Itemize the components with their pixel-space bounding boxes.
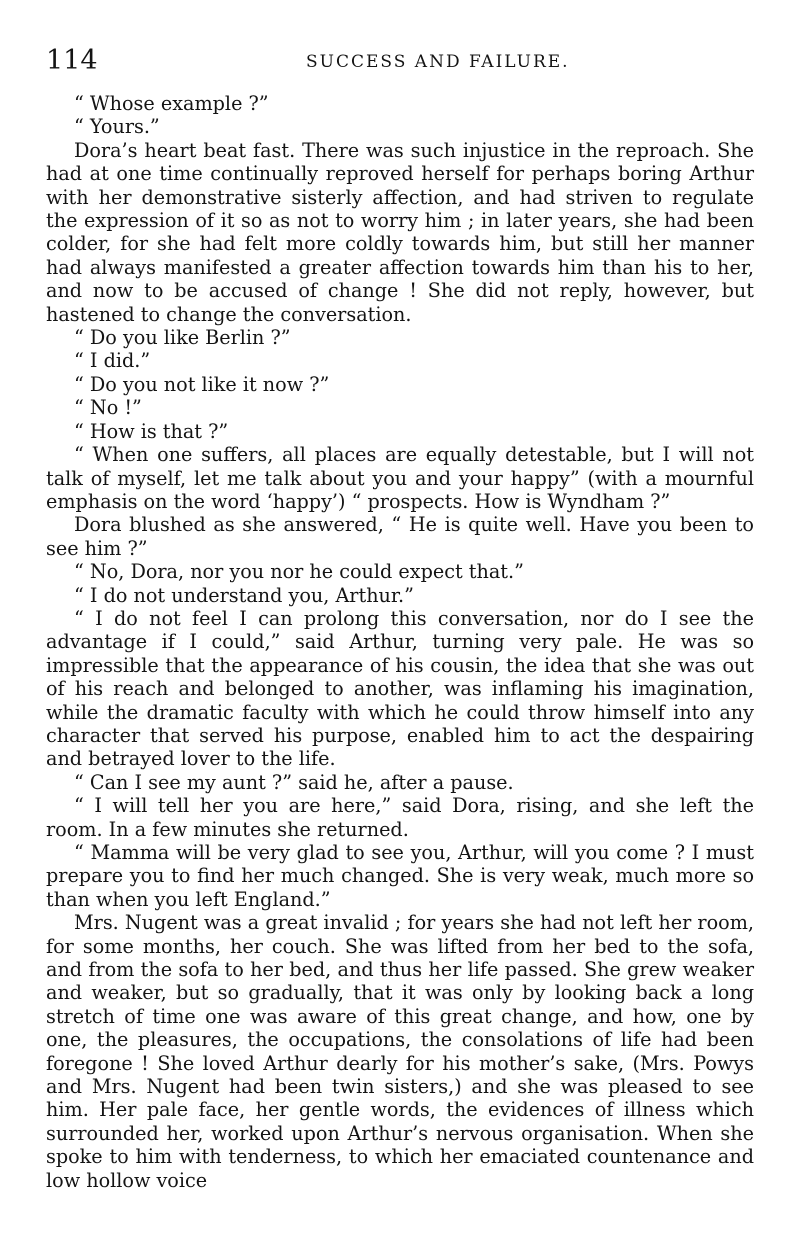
paragraph: Dora blushed as she answered, “ He is quite well. Have you been to see him ?” [46, 513, 754, 560]
page-body [46, 92, 754, 1192]
paragraph: “ No !” [74, 396, 142, 420]
paragraph: “ Do you like Berlin ?” [74, 326, 291, 350]
paragraph: “ When one suffers, all places are equally detestable, but I will not talk of myself, let me talk about you and your happy” (with a mournful emphasis on the word ‘happy’) “ prospects. How is Wyndham ?” [46, 443, 754, 513]
paragraph: “ No, Dora, nor you nor he could expect that.” [74, 560, 524, 584]
paragraph: “ I do not understand you, Arthur.” [74, 583, 414, 607]
paragraph: “ Whose example ?” [74, 92, 269, 115]
paragraph: “ Do you not like it now ?” [74, 372, 330, 396]
paragraph: Dora’s heart beat fast. There was such injustice in the reproach. She had at one time continually reproved herself for perhaps boring Arthur with her demonstrative sisterly affection, and had striven to regulate the expression of it so as not to worry him ; in later years, she had been colder, for she had felt more coldly towards him, but still her manner had always manifested a greater affection towards him than his to her, and now to be accused of change ! She did not reply, however, but hastened to change the conversation. [46, 138, 754, 326]
page-header [46, 44, 754, 78]
paragraph: “ I do not feel I can prolong this conversation, nor do I see the advantage if I could,” said Arthur, turning very pale. He was so impressible that the appearance of his cousin, the idea that she was out of his reach and belonged to another, was inflaming his imagination, while the dramatic faculty with which he could throw himself into any character that served his purpose, enabled him to act the despairing and betrayed lover to the life. [46, 606, 754, 771]
paragraph: “ I did.” [74, 349, 151, 373]
paragraph: “ Can I see my aunt ?” said he, after a pause. [74, 770, 514, 794]
paragraph: Mrs. Nugent was a great invalid ; for years she had not left her room, for some months, her couch. She was lifted from her bed to the sofa, and from the sofa to her bed, and thus her life passed. She grew weaker and weaker, but so gradually, that it was only by looking back a long stretch of time one was aware of this great change, and how, one by one, the pleasures, the occupations, the consolations of life had been foregone ! She loved Arthur dearly for his mother’s sake, (Mrs. Powys and Mrs. Nugent had been twin sisters,) and she was pleased to see him. Her pale face, her gentle words, the evidences of illness which surrounded her, worked upon Arthur’s nervous organisation. When she spoke to him with tenderness, to which her emaciated countenance and low hollow voice [46, 911, 754, 1192]
paragraph: “ How is that ?” [74, 419, 229, 443]
paragraph: “ Yours.” [74, 115, 160, 139]
paragraph: “ Mamma will be very glad to see you, Arthur, will you come ? I must prepare you to find her much changed. She is very weak, much more so than when you left England.” [46, 841, 754, 911]
page-number: 114 [46, 45, 98, 76]
paragraph: “ I will tell her you are here,” said Dora, rising, and she left the room. In a few minutes she returned. [46, 794, 754, 841]
running-head: SUCCESS AND FAILURE. [306, 52, 570, 72]
